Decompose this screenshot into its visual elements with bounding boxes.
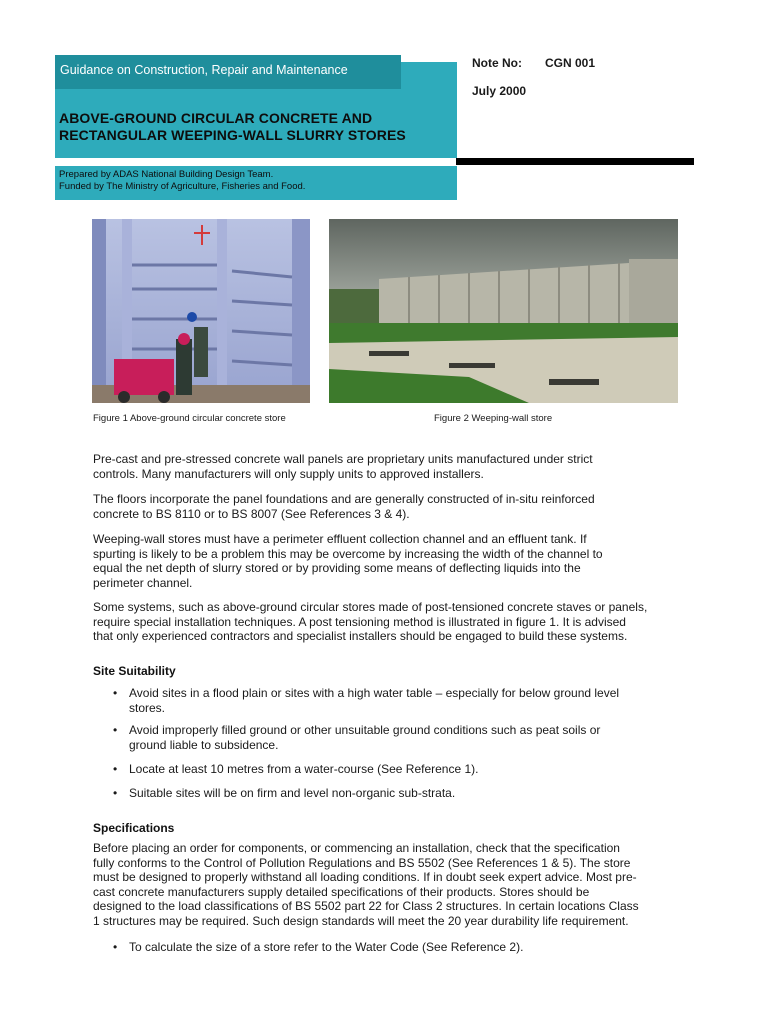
paragraph-line: equal the net depth of slurry stored or by providing some means of deflecting liquids into the bbox=[93, 561, 581, 575]
note-number-value: CGN 001 bbox=[545, 56, 596, 70]
list-item-line: ground liable to subsidence. bbox=[129, 737, 279, 752]
paragraph-line: Before placing an order for components, or commencing an installation, check that the specification bbox=[93, 841, 620, 855]
paragraph-line: controls. Many manufacturers will only supply units to approved installers. bbox=[93, 466, 484, 481]
list-item bbox=[113, 940, 673, 956]
paragraph-2 bbox=[93, 492, 683, 521]
specifications-heading: Specifications bbox=[93, 821, 175, 835]
note-date: July 2000 bbox=[472, 84, 527, 98]
list-item bbox=[113, 723, 673, 753]
list-item-line: Suitable sites will be on firm and level non-organic sub-strata. bbox=[129, 786, 456, 800]
paragraph-line: perimeter channel. bbox=[93, 575, 193, 590]
credits-text bbox=[59, 169, 305, 193]
note-number-label: Note No: bbox=[472, 56, 522, 70]
paragraph-line: 1 structures may be required. Such design standards will meet the 20 year durability life requirement. bbox=[93, 913, 629, 928]
figure-2-image bbox=[329, 219, 678, 403]
bullet-icon: • bbox=[113, 762, 118, 776]
figure-1-image bbox=[92, 219, 310, 403]
list-item bbox=[113, 786, 673, 802]
list-item bbox=[113, 686, 673, 716]
site-suitability-heading: Site Suitability bbox=[93, 664, 176, 678]
paragraph-4 bbox=[93, 600, 683, 644]
header-rule bbox=[456, 158, 694, 165]
paragraph-line: must be designed to properly withstand all loading conditions. If in doubt seek expert advice. Most pre- bbox=[93, 870, 637, 884]
paragraph-3 bbox=[93, 532, 683, 590]
paragraph-1 bbox=[93, 452, 683, 481]
paragraph-line: cast concrete manufacturers supply detailed specifications of their products. Stores should be bbox=[93, 884, 590, 899]
paragraph-line: The floors incorporate the panel foundations and are generally constructed of in-situ reinforced bbox=[93, 492, 595, 506]
bullet-icon: • bbox=[113, 940, 118, 954]
paragraph-line: concrete to BS 8110 or to BS 8007 (See References 3 & 4). bbox=[93, 506, 410, 521]
figure-2-caption: Figure 2 Weeping-wall store bbox=[434, 413, 553, 424]
paragraph-line: spurting is likely to be a problem this may be overcome by increasing the width of the channel to bbox=[93, 546, 603, 561]
prepared-by: Prepared by ADAS National Building Design Team. bbox=[59, 169, 274, 180]
bullet-icon: • bbox=[113, 723, 118, 737]
list-item-line: To calculate the size of a store refer to the Water Code (See Reference 2). bbox=[129, 940, 524, 954]
paragraph-line: fully conforms to the Control of Pollution Regulations and BS 5502 (See References 1 & 5). The store bbox=[93, 855, 631, 870]
list-item-line: Locate at least 10 metres from a water-course (See Reference 1). bbox=[129, 762, 479, 776]
paragraph-line: that only experienced contractors and specialist installers should be engaged to build these systems. bbox=[93, 629, 628, 643]
title-line-1: ABOVE-GROUND CIRCULAR CONCRETE AND bbox=[59, 110, 373, 126]
figure-1-caption: Figure 1 Above-ground circular concrete store bbox=[93, 413, 286, 424]
list-item-line: Avoid improperly filled ground or other unsuitable ground conditions such as peat soils or bbox=[129, 723, 601, 737]
paragraph-line: require special installation techniques. A post tensioning method is illustrated in figure 1. It is advised bbox=[93, 614, 626, 629]
paragraph-specifications bbox=[93, 841, 683, 928]
document-title bbox=[59, 110, 454, 144]
title-line-2: RECTANGULAR WEEPING-WALL SLURRY STORES bbox=[59, 127, 406, 143]
paragraph-line: Weeping-wall stores must have a perimeter effluent collection channel and an effluent tank. If bbox=[93, 532, 587, 546]
series-title: Guidance on Construction, Repair and Maintenance bbox=[60, 63, 348, 77]
funded-by: Funded by The Ministry of Agriculture, Fisheries and Food. bbox=[59, 181, 306, 192]
paragraph-line: Some systems, such as above-ground circular stores made of post-tensioned concrete staves or panels, bbox=[93, 600, 648, 614]
list-item-line: stores. bbox=[129, 700, 166, 715]
paragraph-line: designed to the load classifications of BS 5502 part 22 for Class 2 structures. In certain locations Class bbox=[93, 899, 639, 913]
paragraph-line: Pre-cast and pre-stressed concrete wall panels are proprietary units manufactured under strict bbox=[93, 452, 593, 466]
bullet-icon: • bbox=[113, 786, 118, 800]
list-item-line: Avoid sites in a flood plain or sites with a high water table – especially for below ground level bbox=[129, 686, 620, 700]
list-item bbox=[113, 762, 673, 778]
bullet-icon: • bbox=[113, 686, 118, 700]
